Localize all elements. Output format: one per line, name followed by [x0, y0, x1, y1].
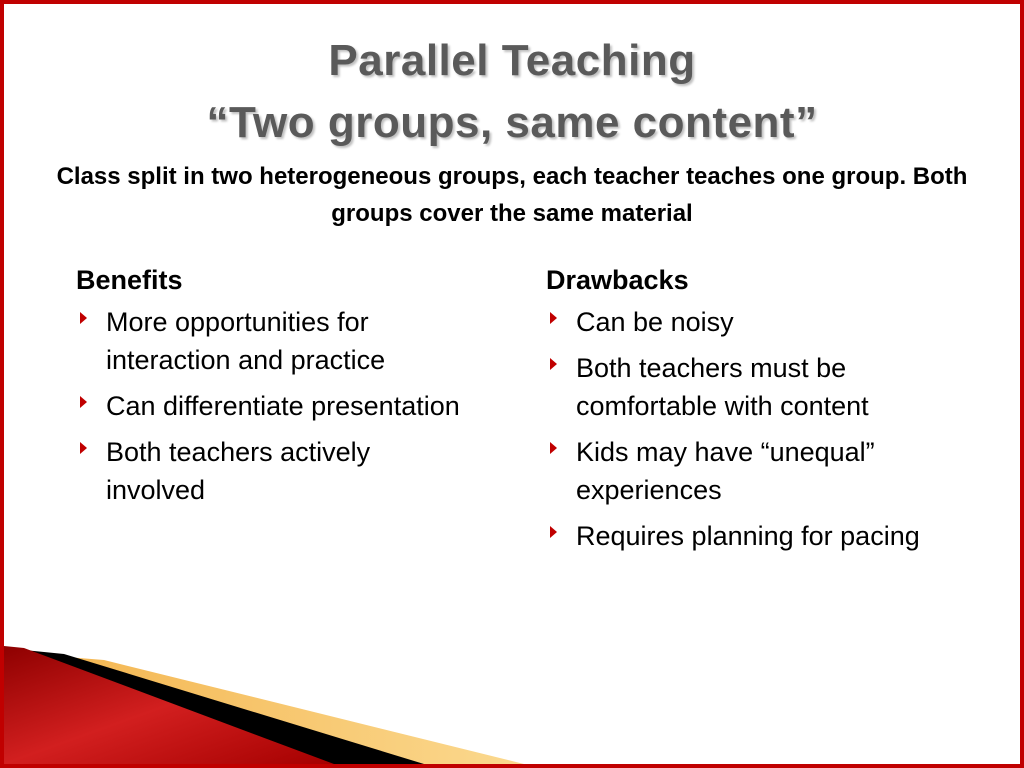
drawbacks-column	[544, 259, 944, 563]
list-item-text: Both teachers actively involved	[106, 437, 371, 505]
list-item-text: Can be noisy	[576, 307, 734, 337]
slide-subtitle: Class split in two heterogeneous groups, each teacher teaches one group. Both groups cover the same material	[56, 163, 968, 227]
list-item	[74, 433, 474, 509]
list-item-text: Can differentiate presentation	[106, 391, 460, 421]
title-block	[4, 30, 1020, 232]
triangle-right-icon	[550, 312, 557, 324]
list-item	[74, 387, 474, 425]
list-item	[74, 303, 474, 379]
benefits-heading: Benefits	[76, 265, 183, 295]
drawbacks-list	[544, 303, 944, 555]
list-item-text: Kids may have “unequal” experiences	[576, 437, 875, 505]
drawbacks-heading: Drawbacks	[546, 265, 689, 295]
list-item	[544, 517, 944, 555]
list-item	[544, 303, 944, 341]
triangle-right-icon	[550, 358, 557, 370]
decorative-swoosh	[4, 634, 1020, 764]
list-item	[544, 349, 944, 425]
triangle-right-icon	[550, 526, 557, 538]
triangle-right-icon	[80, 442, 87, 454]
slide-title-tagline: “Two groups, same content”	[206, 98, 818, 147]
triangle-right-icon	[80, 312, 87, 324]
benefits-list	[74, 303, 474, 509]
benefits-column	[74, 259, 474, 517]
list-item-text: Both teachers must be comfortable with content	[576, 353, 869, 421]
list-item	[544, 433, 944, 509]
list-item-text: Requires planning for pacing	[576, 521, 920, 551]
triangle-right-icon	[550, 442, 557, 454]
triangle-right-icon	[80, 396, 87, 408]
slide-title: Parallel Teaching	[328, 36, 696, 85]
list-item-text: More opportunities for interaction and practice	[106, 307, 386, 375]
